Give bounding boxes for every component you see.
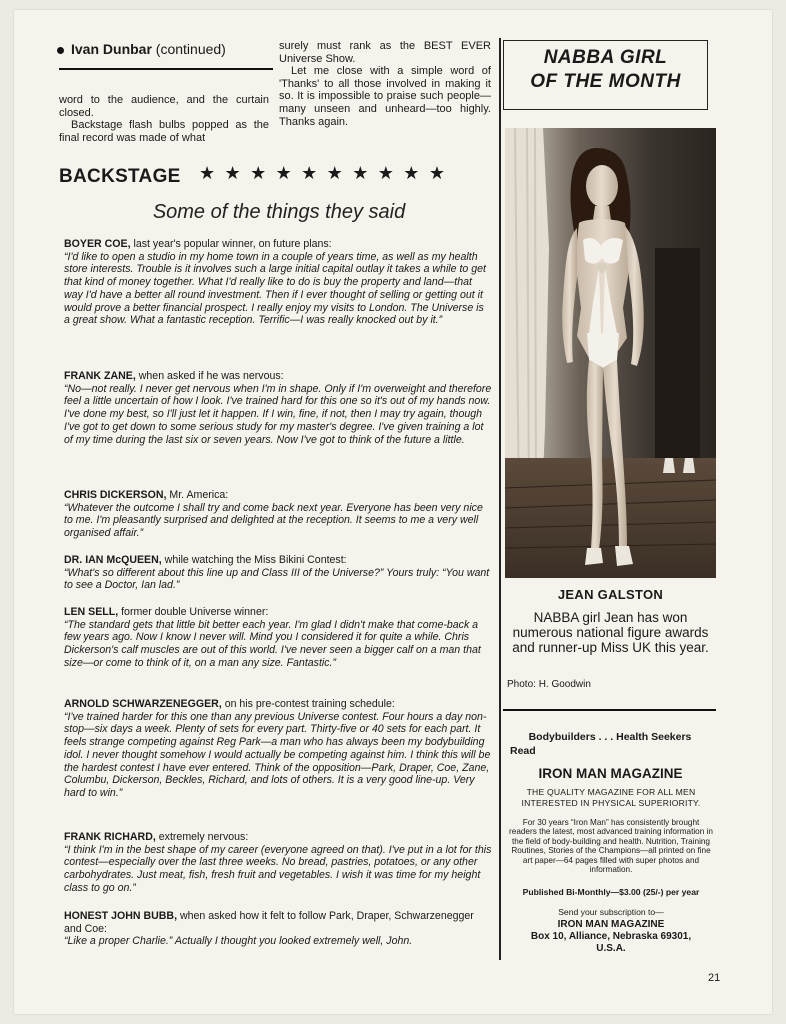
quote-entry [64, 554, 492, 592]
entry-quote: “Like a proper Charlie.” Actually I thought you looked extremely well, John. [64, 935, 413, 948]
ad-address-line-1: IRON MAN MAGAZINE [557, 919, 665, 930]
entry-context: when asked how it felt to follow Park, Draper, Schwarzenegger and Coe: [64, 910, 474, 935]
ad-line-1: Bodybuilders . . . Health Seekers [528, 731, 692, 743]
ivan-paragraph-1: word to the audience, and the curtain closed. [59, 94, 269, 119]
heading-rule [59, 68, 273, 70]
model-caption: NABBA girl Jean has won numerous national figure awards and runner-up Miss UK this year. [512, 610, 709, 655]
ivan-heading-name: Ivan Dunbar [71, 41, 152, 57]
nabba-girl-photo [505, 128, 716, 578]
entry-context: when asked if he was nervous: [138, 370, 284, 382]
ad-line-2: Read [510, 745, 536, 757]
ad-rule [503, 709, 716, 711]
ivan-heading-suffix: (continued) [155, 41, 226, 57]
entry-name: ARNOLD SCHWARZENEGGER, [64, 698, 222, 710]
quote-entry [64, 831, 492, 895]
ad-published: Published Bi-Monthly—$3.00 (25/-) per year [522, 887, 700, 897]
entry-name: LEN SELL, [64, 606, 119, 618]
quote-entry [64, 606, 492, 670]
entry-quote: “I'd like to open a studio in my home town in a couple of years time, as well as my health store interests. Trouble is it involves such a large initial capital outlay it takes a while to get that kind of money together. What I'd really like to do is buy the property and land—that way I'd have a better all round investment. Then if I ever thought of selling or getting out it would prove a better financial prospect. I really enjoy my visits to London. The Universe is a great show. What a fantastic reception. Terrific—I was really knocked out by it.” [64, 250, 486, 327]
col2-paragraph-2: Let me close with a simple word of 'Thanks' to all those involved in making it so. It is impossible to praise such people—many unseen and unheard—too highly. Thanks again. [279, 65, 491, 128]
entry-name: FRANK ZANE, [64, 370, 136, 382]
entry-quote: “I've trained harder for this one than any previous Universe contest. Four hours a day non-stop—six days a week. Plenty of sets for every part. Thirty-five or 40 sets for each part. It feels strange competing against Reg Park—a man who has always been my bodybuilding idol. I never thought somehow I would actually be competing against him. I think this will be the hardest contest I have ever entered. Think of the opposition—Park, Draper, Coe, Zane, Columbu, Dickerson, Beckles, Richard, and lots of others. It is a very good line-up. Very hard to win.” [64, 710, 491, 799]
ad-address-line-3: U.S.A. [596, 943, 626, 954]
ivan-continuation-column [279, 40, 491, 128]
nabba-title [503, 46, 708, 94]
nabba-title-line-1: NABBA GIRL [543, 47, 668, 68]
quote-entry [64, 910, 492, 948]
ad-address [508, 919, 714, 955]
model-name: JEAN GALSTON [557, 587, 664, 602]
page-number: 21 [708, 972, 721, 984]
entry-quote: “Whatever the outcome I shall try and come back next year. Everyone has been very nice to me. I'm pleasantly surprised and delighted at the reception. It seems to me a very well organised affair.” [64, 501, 483, 540]
photo-credit: Photo: H. Goodwin [507, 679, 591, 690]
quote-entry [64, 238, 492, 327]
photo-illustration [505, 128, 716, 578]
bullet-dot-icon [57, 47, 64, 54]
quote-entry [64, 489, 492, 540]
nabba-title-line-2: OF THE MONTH [530, 71, 681, 92]
entry-context: former double Universe winner: [121, 606, 269, 618]
entry-context: while watching the Miss Bikini Contest: [164, 554, 347, 566]
column-divider [499, 38, 501, 960]
ad-address-line-2: Box 10, Alliance, Nebraska 69301, [530, 931, 692, 942]
entry-quote: “I think I'm in the best shape of my career (everyone agreed on that). I've put in a lot for this contest—especially over the last three weeks. No bread, pastries, potatoes, or any other carbohydrates. Just meat, fish, fresh fruit and vegetables. I wish it was time for my height class to go on.” [64, 843, 492, 894]
ad-intro [510, 730, 710, 758]
entry-context: last year's popular winner, on future plans: [133, 238, 332, 250]
magazine-page [14, 10, 772, 1014]
entry-quote: “No—not really. I never get nervous when I'm in shape. Only if I'm overweight and therefore feel a little uncertain of how I look. I've trained hard for this one so it's out of my hands now. I've done my best, so I'll just let it happen. If I win, fine, if not, then I may try again, though I've got to get down to some serious study for my master's degree. I've given training a lot of my time during the last six or seven years. Now I've got to think of the future a little. [64, 382, 492, 446]
entry-name: DR. IAN McQUEEN, [64, 554, 162, 566]
entry-context: Mr. America: [169, 489, 229, 501]
ivan-dunbar-heading [57, 41, 273, 57]
entry-context: on his pre-contest training schedule: [224, 698, 395, 710]
backstage-title: BACKSTAGE [59, 166, 181, 187]
col2-paragraph-1: surely must rank as the BEST EVER Universe Show. [279, 40, 491, 65]
ad-body: For 30 years “Iron Man” has consistently brought readers the latest, most advanced training information in the field of body-building and health. Nutrition, Training Routines, Stories of the Champions—all printed on fine art paper—64 pages filled with super photos and information. [509, 818, 713, 875]
entry-name: BOYER COE, [64, 238, 131, 250]
quote-entry [64, 698, 492, 800]
entry-name: FRANK RICHARD, [64, 831, 156, 843]
entry-name: CHRIS DICKERSON, [64, 489, 167, 501]
ivan-paragraph-2: Backstage flash bulbs popped as the final record was made of what [59, 119, 269, 144]
backstage-stars-icon: ★★★★★★★★★★ [199, 163, 455, 183]
entry-quote: “The standard gets that little bit better each year. I'm glad I didn't make that come-back a few years ago. Now I know I never will. Mind you I considered it for quite a while. Chris Dickerson's calf muscles are out of this world. I've never seen a bigger calf on a man that size—or come to think of it, on a man any size. Fantastic.” [64, 618, 481, 669]
ad-title: IRON MAN MAGAZINE [538, 766, 683, 781]
entry-quote: “What's so different about this line up and Class III of the Universe?” Yours truly: “You want to see a Doctor, Ian lad.” [64, 566, 490, 592]
quote-entry [64, 370, 492, 446]
backstage-subtitle: Some of the things they said [152, 201, 406, 223]
ad-send: Send your subscription to— [558, 907, 664, 917]
entry-name: HONEST JOHN BUBB, [64, 910, 178, 922]
entry-context: extremely nervous: [158, 831, 249, 843]
ad-tagline: THE QUALITY MAGAZINE FOR ALL MEN INTERESTED IN PHYSICAL SUPERIORITY. [521, 787, 701, 808]
